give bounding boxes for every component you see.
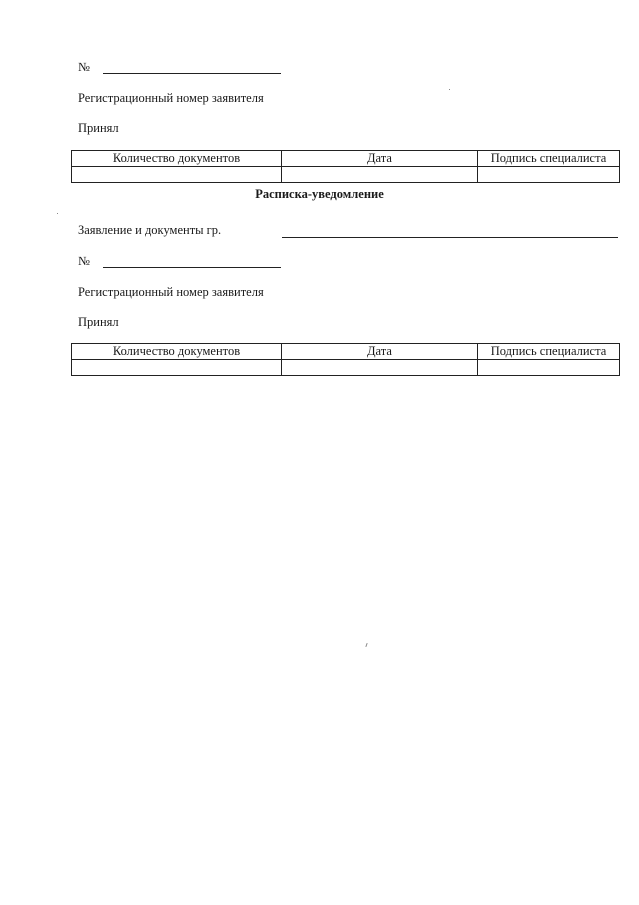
registration-number-label-2: Регистрационный номер заявителя [78, 285, 264, 299]
table-header-row [72, 344, 620, 360]
applicant-name-line[interactable] [282, 237, 618, 238]
table-header-row [72, 151, 620, 167]
cell-date[interactable] [282, 360, 478, 376]
scan-speck [449, 89, 450, 90]
receipt-title: Расписка-уведомление [255, 187, 384, 201]
table-row [72, 167, 620, 183]
cell-doc-count[interactable] [72, 360, 282, 376]
application-label: Заявление и документы гр. [78, 223, 222, 237]
scan-speck [57, 213, 58, 214]
cell-doc-count[interactable] [72, 167, 282, 183]
scan-speck [365, 643, 367, 647]
number-label-2: № [78, 254, 90, 268]
receipt-table [71, 343, 620, 376]
accepted-label: Принял [78, 121, 119, 135]
number-label: № [78, 60, 90, 74]
accepted-label-2: Принял [78, 315, 119, 329]
column-header-doc-count: Количество документов [72, 344, 282, 360]
table-row [72, 360, 620, 376]
number-field-line-2[interactable] [103, 267, 281, 268]
cell-signature[interactable] [478, 360, 620, 376]
column-header-doc-count: Количество документов [72, 151, 282, 167]
column-header-date: Дата [282, 344, 478, 360]
cell-date[interactable] [282, 167, 478, 183]
number-field-line[interactable] [103, 73, 281, 74]
acceptance-table [71, 150, 620, 183]
column-header-date: Дата [282, 151, 478, 167]
column-header-signature: Подпись специалиста [478, 151, 620, 167]
column-header-signature: Подпись специалиста [478, 344, 620, 360]
registration-number-label: Регистрационный номер заявителя [78, 91, 264, 105]
cell-signature[interactable] [478, 167, 620, 183]
